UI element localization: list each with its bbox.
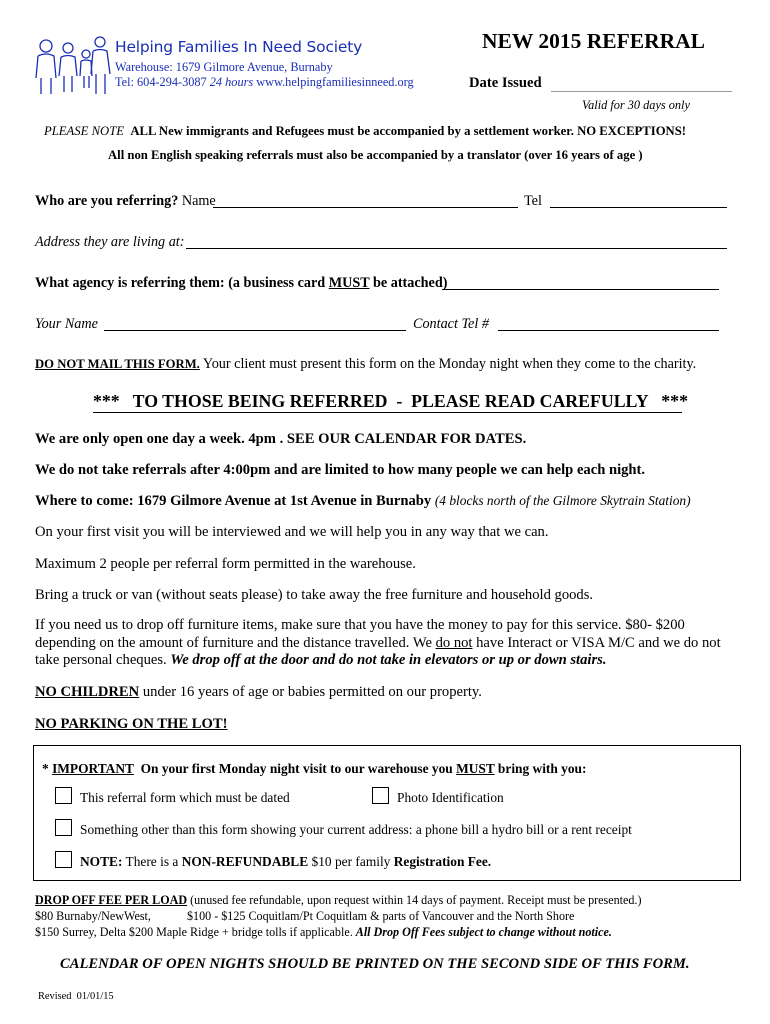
no-children-rest: under 16 years of age or babies permitted on our property. <box>142 684 482 700</box>
first-visit: On your first visit you will be interviewed and we will help you in any way that we can. <box>35 524 549 540</box>
revised-date: Revised 01/01/15 <box>38 991 114 1002</box>
address-field[interactable] <box>186 248 727 249</box>
please-note-label: PLEASE NOTE <box>44 124 125 138</box>
referral-limits: We do not take referrals after 4:00pm and are limited to how many people we can help each night. <box>35 462 646 478</box>
note-nonrefundable: NON-REFUNDABLE <box>181 854 309 869</box>
dropoff-fee-note: (unused fee refundable, upon request within 14 days of payment. Receipt must be presented.) <box>190 893 642 907</box>
family-figures-icon <box>30 36 112 96</box>
note-text-a: There is a <box>125 854 179 869</box>
no-children-strong: NO CHILDREN <box>35 684 140 700</box>
note-text-b: $10 per family <box>311 854 391 869</box>
important-must: MUST <box>456 761 495 776</box>
org-tel: Tel: 604-294-3087 <box>115 75 207 89</box>
agency-field[interactable] <box>442 289 719 290</box>
address-label: Address they are living at: <box>35 234 185 250</box>
truck-note: Bring a truck or van (without seats please) to take away the free furniture and household goods. <box>35 587 594 603</box>
where-strong: Where to come: 1679 Gilmore Avenue at 1st Avenue in Burnaby <box>35 493 432 509</box>
org-contact <box>115 75 414 90</box>
referral-name-row <box>35 193 216 210</box>
checkbox-icon[interactable] <box>55 787 72 804</box>
tel-label: Tel <box>524 193 542 209</box>
important-prefix: * <box>42 761 49 776</box>
org-hours: 24 hours <box>209 75 254 89</box>
note-label: NOTE: <box>80 854 123 869</box>
date-issued-label: Date Issued <box>469 75 542 91</box>
important-label: IMPORTANT <box>52 761 134 776</box>
dropoff-text-a: If you need us to drop off furniture items, make sure that you have the money to pay for this service. $80- $200 depending on the amount of furniture and the distance travelled. We <box>35 617 685 651</box>
date-issued-field[interactable] <box>551 91 732 92</box>
agency-label-text: What agency is referring them: (a business card <box>35 275 326 291</box>
no-parking: NO PARKING ON THE LOT! <box>35 716 228 732</box>
dropoff-do-not: do not <box>435 634 473 651</box>
checkbox-icon[interactable] <box>372 787 389 804</box>
section-heading-underline <box>93 412 682 413</box>
please-note <box>44 124 686 139</box>
checkbox-icon[interactable] <box>55 851 72 868</box>
contact-tel-field[interactable] <box>498 330 719 331</box>
open-days: We are only open one day a week. 4pm . SEE OUR CALENDAR FOR DATES. <box>35 431 527 447</box>
rate-surrey: $150 Surrey, Delta $200 Maple Ridge + bridge tolls if applicable. <box>35 925 353 939</box>
org-address: Warehouse: 1679 Gilmore Avenue, Burnaby <box>115 60 333 74</box>
rate-coquitlam: $100 - $125 Coquitlam/Pt Coquitlam & parts of Vancouver and the North Shore <box>186 909 575 923</box>
agency-label-end: be attached) <box>373 275 448 291</box>
dropoff-text-b: have Interact or VISA M/C and we do not take personal cheques. <box>35 634 721 668</box>
registration-fee-note <box>80 854 491 870</box>
no-children <box>35 683 743 701</box>
checklist-item-photo-id: Photo Identification <box>397 790 504 805</box>
dropoff-fee-label: DROP OFF FEE PER LOAD <box>35 893 188 907</box>
name-label: Name <box>181 193 216 209</box>
checklist-item-address-proof: Something other than this form showing your current address: a phone bill a hydro bill or a rent receipt <box>80 822 632 837</box>
dropoff-rates-line2 <box>35 925 612 940</box>
referral-name-field[interactable] <box>213 207 518 208</box>
important-heading <box>42 761 586 777</box>
maximum-people: Maximum 2 people per referral form permitted in the warehouse. <box>35 556 416 572</box>
translator-note: All non English speaking referrals must also be accompanied by a translator (over 16 years of age ) <box>108 148 643 162</box>
note-fee: Registration Fee. <box>393 854 492 869</box>
your-name-field[interactable] <box>104 330 406 331</box>
where-note: (4 blocks north of the Gilmore Skytrain Station) <box>434 493 691 508</box>
do-not-mail-notice <box>35 356 696 373</box>
checklist-item-referral-form: This referral form which must be dated <box>80 790 290 805</box>
dropoff-italic: We drop off at the door and do not take in elevators or up or down stairs. <box>170 652 607 668</box>
form-title: NEW 2015 REFERRAL <box>482 29 705 53</box>
contact-tel-label: Contact Tel # <box>413 316 489 332</box>
calendar-note: CALENDAR OF OPEN NIGHTS SHOULD BE PRINTED ON THE SECOND SIDE OF THIS FORM. <box>60 956 690 972</box>
dropoff-fee-heading <box>35 893 641 908</box>
rate-burnaby: $80 Burnaby/NewWest, <box>35 909 151 923</box>
where-to-come <box>35 492 743 510</box>
important-text-b: bring with you: <box>497 761 587 776</box>
dropoff-subject: All Drop Off Fees subject to change without notice. <box>355 925 612 939</box>
your-name-label: Your Name <box>35 316 98 332</box>
validity-note: Valid for 30 days only <box>582 98 690 112</box>
agency-must: MUST <box>328 275 370 291</box>
who-label: Who are you referring? <box>35 193 179 209</box>
dropoff-rates-line1 <box>35 909 574 924</box>
important-text-a: On your first Monday night visit to our warehouse you <box>140 761 453 776</box>
do-not-mail-rest: Your client must present this form on the Monday night when they come to the charity. <box>202 356 697 372</box>
org-name: Helping Families In Need Society <box>115 38 363 56</box>
please-note-text: ALL New immigrants and Refugees must be accompanied by a settlement worker. NO EXCEPTIONS! <box>130 124 687 138</box>
checkbox-icon[interactable] <box>55 819 72 836</box>
org-website: www.helpingfamiliesinneed.org <box>256 75 414 89</box>
dropoff-paragraph <box>35 617 743 670</box>
do-not-mail-strong: DO NOT MAIL THIS FORM. <box>35 357 200 371</box>
referral-tel-field[interactable] <box>550 207 727 208</box>
section-heading: *** TO THOSE BEING REFERRED - PLEASE READ CAREFULLY *** <box>93 391 688 411</box>
agency-label <box>35 275 447 292</box>
